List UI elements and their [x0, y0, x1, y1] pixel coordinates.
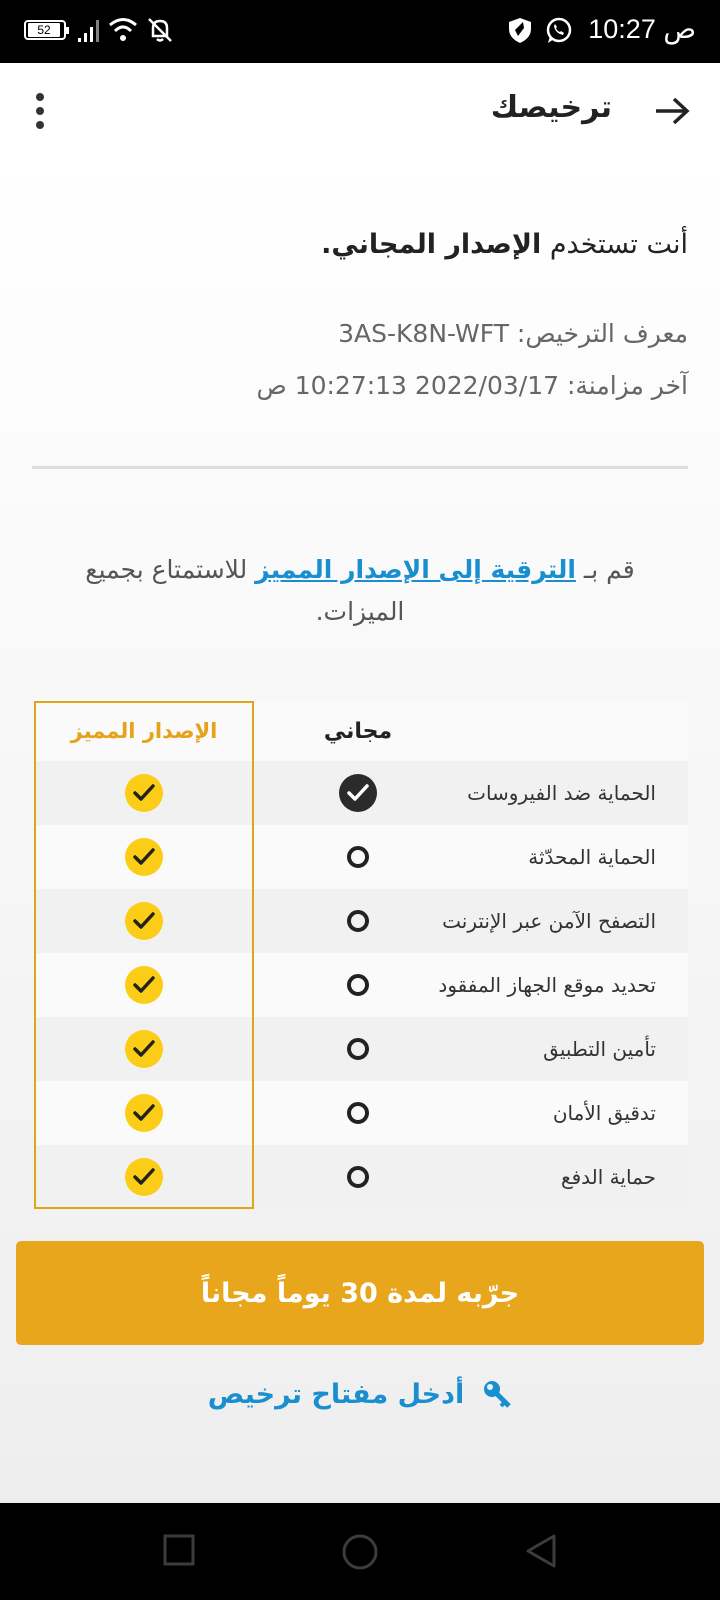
- table-row: [34, 1017, 688, 1081]
- battery-level: 52: [28, 23, 60, 37]
- feature-name: تدقيق الأمان: [552, 1101, 656, 1125]
- last-sync-value: 2022/03/17 10:27:13 ص: [256, 371, 560, 400]
- license-id-label: معرف الترخيص:: [508, 319, 688, 348]
- upgrade-text: [70, 549, 650, 633]
- comparison-table: [34, 701, 688, 1209]
- feature-name: تأمين التطبيق: [543, 1037, 656, 1061]
- signal-icon: [76, 16, 104, 44]
- last-sync-label: آخر مزامنة:: [559, 371, 688, 400]
- premium-check-icon: [34, 1017, 254, 1081]
- battery-icon: [24, 20, 66, 40]
- free-unavailable-icon: [258, 825, 458, 889]
- table-row: [34, 889, 688, 953]
- feature-name: الحماية المحدّثة: [528, 845, 656, 869]
- app-bar: [0, 63, 720, 159]
- free-unavailable-icon: [258, 1017, 458, 1081]
- trial-button[interactable]: جرّبه لمدة 30 يوماً مجاناً: [16, 1241, 704, 1345]
- heading-edition: الإصدار المجاني.: [321, 229, 542, 260]
- last-sync-line: [257, 371, 688, 400]
- table-row: [34, 1145, 688, 1209]
- license-heading: [321, 229, 688, 260]
- page-title: ترخيصك: [490, 90, 612, 125]
- divider: [32, 466, 688, 469]
- upgrade-link[interactable]: الترقية إلى الإصدار المميز: [255, 555, 576, 584]
- license-id-line: [338, 319, 688, 348]
- feature-name: التصفح الآمن عبر الإنترنت: [442, 909, 656, 933]
- clock: 10:27 ص: [588, 14, 696, 44]
- navigation-bar: [0, 1503, 720, 1600]
- free-column-header: مجاني: [323, 718, 393, 744]
- arrow-right-icon[interactable]: [652, 93, 692, 129]
- premium-check-icon: [34, 1081, 254, 1145]
- table-row: [34, 1081, 688, 1145]
- free-unavailable-icon: [258, 1145, 458, 1209]
- feature-name: الحماية ضد الفيروسات: [467, 781, 656, 805]
- table-row: [34, 953, 688, 1017]
- free-unavailable-icon: [258, 1081, 458, 1145]
- wifi-icon: [108, 16, 138, 44]
- premium-check-icon: [34, 953, 254, 1017]
- free-unavailable-icon: [258, 953, 458, 1017]
- enter-license-key-label: أدخل مفتاح ترخيص: [207, 1378, 465, 1410]
- heading-prefix: أنت تستخدم: [541, 229, 688, 260]
- more-vertical-icon[interactable]: [30, 93, 50, 129]
- status-bar: [0, 0, 720, 63]
- bell-off-icon: [146, 16, 174, 44]
- back-nav-icon[interactable]: [524, 1533, 558, 1569]
- free-unavailable-icon: [258, 889, 458, 953]
- feature-name: حماية الدفع: [560, 1165, 656, 1189]
- enter-license-key-link[interactable]: [200, 1364, 520, 1424]
- shield-icon: [506, 16, 534, 44]
- table-row: [34, 825, 688, 889]
- premium-check-icon: [34, 825, 254, 889]
- whatsapp-icon: [544, 16, 574, 46]
- upgrade-prefix: قم بـ: [575, 555, 635, 584]
- premium-check-icon: [34, 1145, 254, 1209]
- license-id-value: 3AS-K8N-WFT: [338, 319, 509, 348]
- upgrade-suffix: للاستمتاع بجميع الميزات.: [85, 555, 405, 626]
- table-header-row: [34, 701, 688, 761]
- free-check-icon: [258, 761, 458, 825]
- recent-apps-icon[interactable]: [162, 1533, 196, 1567]
- license-content: [0, 159, 720, 1503]
- key-icon: [482, 1379, 512, 1409]
- feature-name: تحديد موقع الجهاز المفقود: [438, 973, 656, 997]
- premium-check-icon: [34, 889, 254, 953]
- premium-column-header: الإصدار المميز: [70, 719, 218, 743]
- premium-check-icon: [34, 761, 254, 825]
- table-row: [34, 761, 688, 825]
- home-icon[interactable]: [341, 1533, 379, 1571]
